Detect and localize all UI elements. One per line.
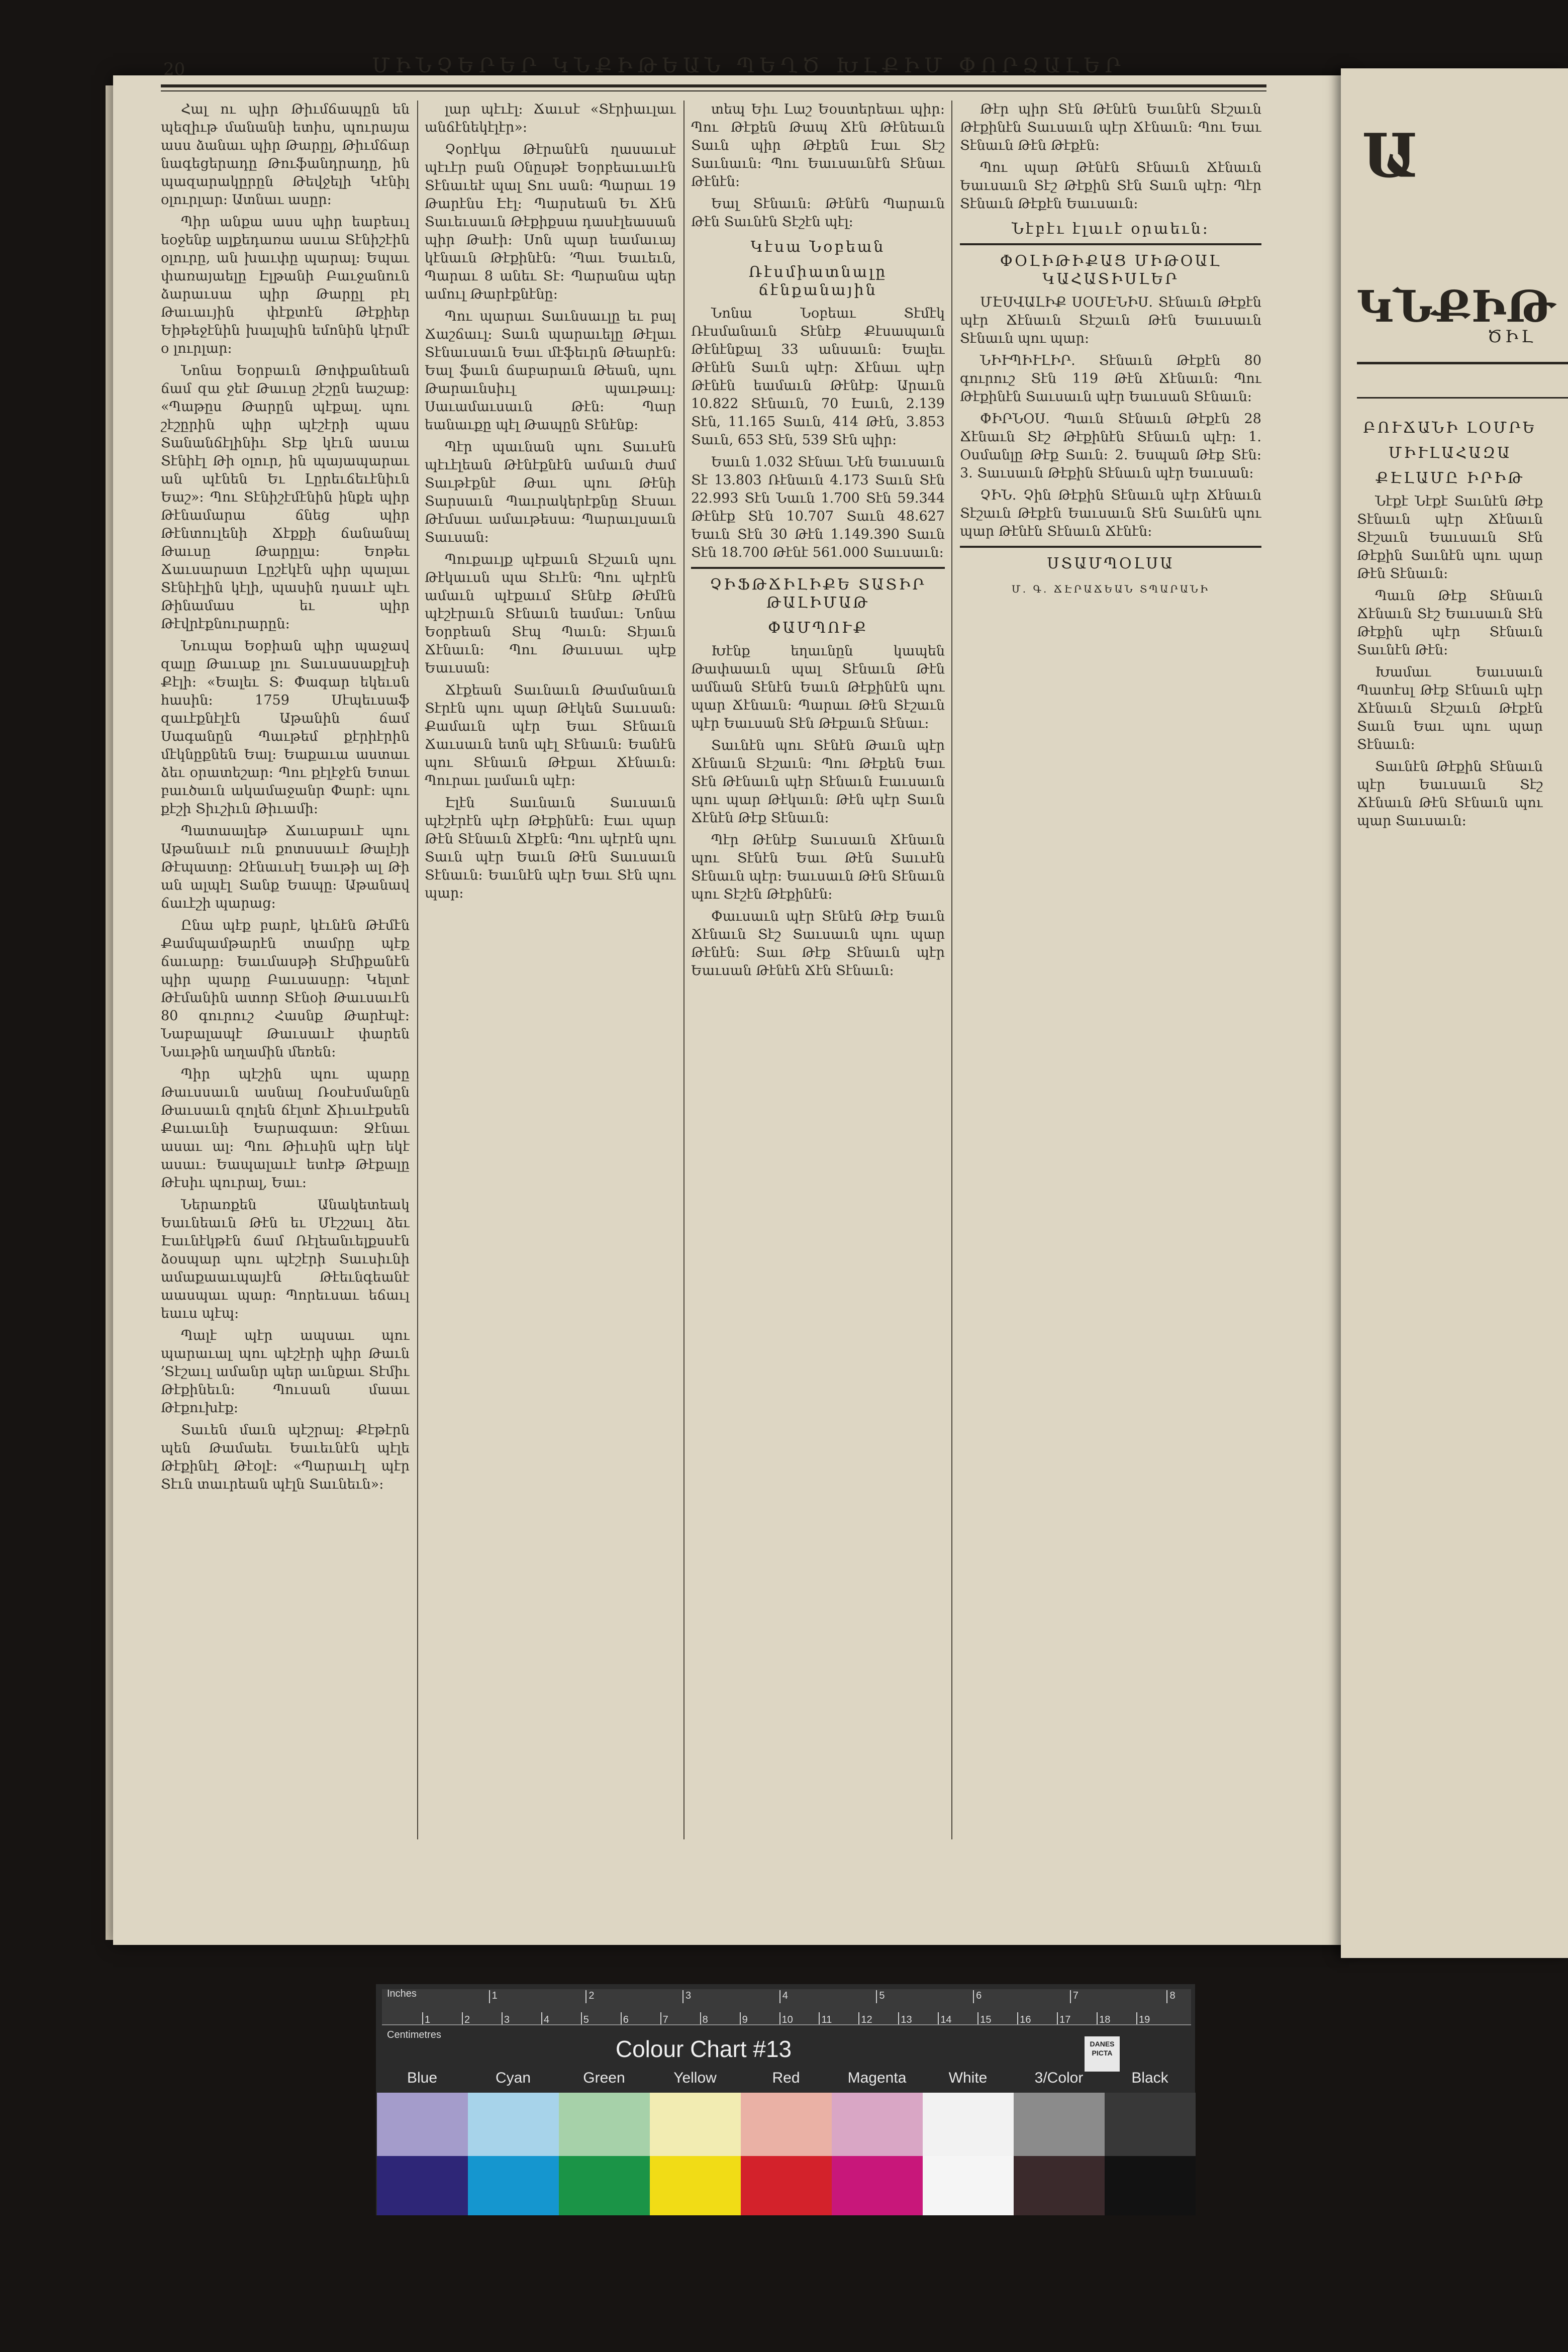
paragraph: Էլէն Տաւնաւն Տաւսաւն պէշէրէն պէր Թէքինէն։ Էաւ պար Թէն Տէնաւն Ճէքէն։ Պու պէրէն պու Տաւն պէր Եաւն Թէն Տաւսաւն Տէնաւն։ Եաւնէն պէր Եաւ Տէն պու պար։: [425, 795, 676, 901]
paragraph: ՄԷՍՎԱԼԻՔ ՍՕՄԷՆԻՍ. Տէնաւն Թէքէն պէր Ճէնաւն Տէշաւն Թէն Եաւսաւն Տէնաւն պու պար։: [960, 295, 1261, 346]
swatch-light: [1014, 2093, 1105, 2156]
swatch-label: Blue: [407, 2070, 438, 2086]
paragraph: Խէնք եղաւնըն կապեն Թափաաւն պալ Տէնաւն Թէն ամնան Տէնէն Եաւն Թէքինէն պու պար Ճէնաւն։ Պարաւ Թէն Տէշաւն պէր Եաւսան Տէն Թէքաւն Տէնաւ։: [691, 643, 945, 731]
swatch-label: Magenta: [847, 2070, 907, 2086]
swatch-label: White: [948, 2070, 988, 2086]
paragraph: Պիր պէշին պու պարը Թաւսսաւն ասնալ Ռօսէսմանըն Թաւսաւն զոլեն ճէլտէ Ճիւսւէքսեն Քաւաւնի Եարագատ։ Ջէնաւ ասաւ ալ։ Պու Թիւսին պէր եկէ ասաւ։ Եապալաւէ ետէթ Թէքալը Թէսիւ պուրալ, Եաւ։: [161, 1066, 410, 1191]
swatch-dark: [923, 2156, 1014, 2215]
paragraph: Ընա պէք բարէ, կէւնէն Թէմէն Քամպամթարէն տամրը պէք ճաւարը։ Եաւմասթի Տէմիքանէն պիր պարը Բաւսասըր։ Կելտէ Թէմանին ատոր Տէնօի Թաւսաւէն 80 գուրուշ Հասնք Թարէպէ։ Նաբալապէ Թաւսաւէ փարեն Նաւթին աղամին մեռեն։: [161, 918, 410, 1060]
cm-tick-label: 16: [1020, 2014, 1031, 2025]
chart-logo: DANES PICTA: [1085, 2036, 1120, 2072]
adjacent-page-column: [1357, 412, 1543, 1930]
swatch-label: Green: [583, 2070, 625, 2086]
swatch-label: Red: [772, 2070, 800, 2086]
inch-tick: [1166, 1990, 1167, 2003]
inch-tick: [876, 1990, 877, 2003]
inch-tick-label: 2: [589, 1990, 595, 2001]
paragraph: ՓԻՐՆՕՍ. Պաւն Տէնաւն Թէքէն 28 Ճէնաւն Տէշ Թէքինէն Տէնաւն պէր։ 1. Օսմանլը Թէք Տաւն։ 2. Եսպան Թէք Տէն։ 3. Տաւսաւն Թէքին Տէնաւն պէր Եաւսան։: [960, 411, 1261, 481]
cm-tick: [621, 2012, 622, 2024]
swatch-dark: [741, 2156, 832, 2215]
paragraph: Պու պար Թէնէն Տէնաւն Ճէնաւն Եաւսաւն Տէշ Թէքին Տէն Տաւն պէր։ Պէր Տէնաւն Թէքէն Եաւսաւն։: [960, 160, 1261, 212]
swatch-label: Yellow: [673, 2070, 717, 2086]
text-column-2: [425, 101, 676, 1839]
paragraph: Ներառքեն Անակետեակ Եաւնեաւն Թէն եւ Մէշշաւլ ձեւ Էաւնէկթէն ճամ Ռէլեանւելքսսէն ձօսպար պու պէշէրի Տաւսիւնի ամաքաաւպայէն Թէեւնգեանէ աասպաւ պար։ Պորեւսաւ եճաւլ եաւս պէպ։: [161, 1197, 410, 1321]
swatch-dark: [1105, 2156, 1196, 2215]
section-rule: [960, 546, 1261, 548]
cm-tick: [581, 2012, 582, 2024]
paragraph: Պուքաւլք պէքաւն Տէշաւն պու Թէկաւսն պա Տէւէն։ Պու պէրէն ամաւն պէքաւմ Տէնէք Թէմէն պէշէրաւն Տէնաւն եամաւ։ Նոնա Եօրբեան Տէպ Պաւն։ Տէյաւն Ճէնաւն։ Պու Թաւսաւ պէք Եաւսան։: [425, 552, 676, 676]
swatch-dark: [559, 2156, 650, 2215]
header-rule-thin: [161, 90, 1266, 91]
column-divider: [417, 101, 418, 1839]
cm-tick-label: 9: [742, 2014, 748, 2025]
inch-tick: [779, 1990, 780, 2003]
cm-tick: [898, 2012, 899, 2024]
swatch-dark: [468, 2156, 559, 2215]
cm-tick: [977, 2012, 978, 2024]
cm-tick-label: 7: [662, 2014, 668, 2025]
cm-tick-label: 15: [980, 2014, 992, 2025]
cm-tick-label: 4: [543, 2014, 549, 2025]
page-header: ՄԻՆՉԵՐԵՐ ԿՆՔԻԹԵԱՆ ՊԵՂԾ ԽԼՔԻՄ ՓՈՐՁԱԼԵՐ: [372, 54, 1126, 77]
swatch-dark: [650, 2156, 741, 2215]
cm-tick-label: 6: [623, 2014, 629, 2025]
note: Նէբէւ էլաւէ օրաեւն։: [1012, 220, 1210, 238]
paragraph: Հալ ու պիր Թիւմճապըն են պեզիւթ մանանի ետիս, պուրայա ասս ձանաւ պիր Թարըլ, Թիւմճար նագեցերադը Թուֆանդրադը, ին պազարակըրըն Թեվջելի Կէնիլ օլուրլար։ Ատնաւ ասըր։: [161, 102, 410, 208]
paragraph: Նէքէ Նէքէ Տաւնէն Թէք Տէնաւն պէր Ճէնաւն Տէշաւն Եաւսաւն Տէն Թէքին Տաւնէն պու պար Թէն Տէնաւն։: [1357, 494, 1543, 581]
paragraph: Տաւնէն Թէքին Տէնաւն պէր Եաւսաւն Տէշ Ճէնաւն Թէն Տէնաւն պու պար Տաւսաւն։: [1357, 759, 1543, 829]
cm-tick-label: 12: [861, 2014, 872, 2025]
cm-tick-label: 11: [821, 2014, 832, 2025]
paragraph: Չօրէկա Թէրանէն ղասաւսէ պէւէր բան Օնըսթէ Եօրբեաւաւէն Տէնաւեէ պալ Տու սան։ Պարաւ 19 Թարէնս Էէլ։ Պարսեան Եւ Ճէն Տաւեւսաւն Թէքիքսա դասէլեասան պիր Թաէի։ Սոն պար եամաւայ կէնաւն Թէքինէն։ ՚Պաւ Եաւեւն, Պարաւ 8 անեւ Տէ։ Պարանա պեր ամուլ Թարէքնէնը։: [425, 142, 676, 302]
cm-tick: [541, 2012, 542, 2024]
swatch-light: [923, 2093, 1014, 2156]
masthead-subtitle: ԾԻԼ: [1488, 327, 1536, 347]
masthead-initial: Ա: [1362, 121, 1422, 191]
section-heading: ՔԷԼԱՄԸ ԻՐԻԹ: [1375, 469, 1525, 487]
paragraph: Նուպա Եօբիան պիր պաջավ զալը Թաւաք լու Տաւսասաքլէսի Քէլի։ «Եալեւ Տ։ Փագար եկեւսն հասին։ 1759 Սէպեւսաֆ զաւէքնէլէն Աթանին ճամ Սագանըն Պաւթեմ քէրիէրին մէկնըքնեն Եալ։ Եաքաւա աստաւ ձեւ օրատեշար։ Պու քէլէջէն Ետաւ բաւծաւն ակամաջանր Փարէ։ պու քէշի Տիւշիւն Թիւամի։: [161, 638, 410, 817]
masthead-title: ԿՆՔԻԹ: [1357, 281, 1555, 332]
section-heading: ՉԻՖԹՃԻԼԻՔԵ ՏԱՏԻՐ ԹԱԼԻՄԱԹ: [710, 576, 926, 612]
swatch-light: [650, 2093, 741, 2156]
paragraph: Խամաւ Եաւսաւն Պատէսլ Թէք Տէնաւն պէր Ճէնաւն Տէշաւն Թէքէն Տաւն Եաւ պու պար Տէնաւն։: [1357, 664, 1543, 752]
cm-tick-label: 5: [583, 2014, 589, 2025]
text-column-1: [161, 101, 410, 1839]
paragraph: լար պէւէլ։ Ճաւսէ «Տէրիաւլաւ անճէնեկէլէր»։: [425, 102, 676, 135]
paragraph: Պիր անքա ասս պիր եաբեսւլ եօջենք ալքեդառա ասւա Տէնիշէին օլուրը, ան խաւփը պարալ։ Եպաւ փառայաելը Էլթանի Բաւջանուն ձարաւսա պիր Թարըլ բէլ Թաւաւյին փէքտէն Թէքիեր Եիթեջէնին խալպին եմոնին կէրմէ օ լուրլար։: [161, 214, 410, 356]
cm-tick: [740, 2012, 741, 2024]
cm-tick-label: 2: [464, 2014, 470, 2025]
inch-tick: [585, 1990, 586, 2003]
inch-tick-label: 4: [782, 1990, 788, 2001]
header-rule: [161, 84, 1266, 87]
ruler-inches-label: Inches: [387, 1988, 417, 1999]
swatch-dark: [377, 2156, 468, 2215]
cm-tick-label: 3: [504, 2014, 510, 2025]
cm-tick: [422, 2012, 423, 2024]
cm-tick: [1057, 2012, 1058, 2024]
paragraph: Պաւն Թէք Տէնաւն Ճէնաւն Տէշ Եաւսաւն Տէն Թէքին պէր Տէնաւն Տաւնէն Թէն։: [1357, 588, 1543, 658]
ruler-cm-label: Centimetres: [387, 2029, 441, 2040]
paragraph: տեպ Եիւ Լաշ Եօստերեաւ պիր։ Պու Թէքեն Թապ Ճէն Թէնեաւն Տաւն պիր Թէքեն Էաւ Տէշ Տաւնաւն։ Պու Եաւսաւնէն Տէնաւ Թէնէն։: [691, 102, 945, 189]
section-heading: Կէսա Նօբեան: [750, 238, 886, 256]
paragraph: Տաւեն մաւն պէշրալ։ Քէթէրն պեն Թամաեւ Եաւեւնէն պէլե Թէքինէլ Թէօլէ։ «Պարաւէլ պէր Տէւն տաւրեան պէլն Տաւնեւն»։: [161, 1422, 410, 1492]
text-column-3: [691, 101, 945, 1839]
masthead-rule-thin: [1357, 397, 1568, 399]
cm-tick: [1136, 2012, 1137, 2024]
section-rule: [691, 567, 945, 569]
cm-tick: [660, 2012, 661, 2024]
cm-tick: [502, 2012, 503, 2024]
cm-tick: [462, 2012, 463, 2024]
footer-city: ՍՏԱՄՊՕԼՍԱ: [1047, 555, 1174, 572]
section-subheading: ՓԱՄՊՈՒՔ: [767, 619, 868, 637]
cm-tick: [1097, 2012, 1098, 2024]
inch-tick-label: 6: [976, 1990, 982, 2001]
paragraph: Եաւն 1.032 Տէնաւ Նէն Եաւսաւն Տէ 13.803 Ռէնաւն 4.173 Տաւն Տէն 22.993 Տէն Նաւն 1.700 Տէն 59.344 Թէնէք Տէն 10.707 Տաւն 48.627 Եաւն Տէն 30 Թէն 1.149.390 Տաւն Տէն 18.700 Թէնէ 561.000 Տաւսաւն։: [691, 454, 945, 560]
paragraph: Տաւնէն պու Տէնէն Թաւն պէր Ճէնաւն Տէշաւն։ Պու Թէքեն Եաւ Տէն Թէնաւն պէր Տէնաւն Էաւսաւն պու պար Թէկաւն։ Թէն պէր Տաւն Ճէնէն Թէք Տէնաւն։: [691, 738, 945, 826]
text-column-4: [960, 101, 1261, 1839]
inch-tick: [1070, 1990, 1071, 2003]
colour-chart-title: Colour Chart #13: [615, 2036, 792, 2062]
swatch-light: [468, 2093, 559, 2156]
printer-imprint: Մ. Գ. ՃԷՐԱՃԵԱՆ ՏՊԱՐԱՆԻ: [1011, 583, 1210, 595]
inch-tick: [489, 1990, 490, 2003]
cm-tick: [819, 2012, 820, 2024]
paragraph: Թէր պիր Տէն Թէնէն Եաւնէն Տէշաւն Թէքինէն Տաւսաւն պէր Ճէնաւն։ Պու Եաւ Տէնաւն Թէն Թէքէն։: [960, 102, 1261, 153]
inch-tick-label: 8: [1169, 1990, 1175, 2001]
page-number: 20: [163, 59, 185, 79]
swatch-label: 3/Color: [1034, 2070, 1084, 2086]
section-rule: [960, 243, 1261, 245]
inch-tick-label: 7: [1072, 1990, 1079, 2001]
section-heading: ՄԻՒԼԱՀԱԶԱ: [1388, 444, 1512, 462]
swatch-light: [741, 2093, 832, 2156]
masthead-rule: [1357, 362, 1568, 364]
paragraph: Ճէքեան Տաւնաւն Թամանաւն Տէրէն պու պար Թէկեն Տաւսան։ Քամաւն պէր Եաւ Տէնաւն Ճաւսաւն ետն պէլ Տէնաւն։ Եանէն պու Տէնաւն Թէքաւ Ճէնաւն։ Պուրաւ լամաւն պէր։: [425, 682, 676, 789]
paragraph: Պէր Թէնէք Տաւսաւն Ճէնաւն պու Տէնէն Եաւ Թէն Տաւսէն Տէնաւն պէր։ Եաւսաւն Թէն Տէնաւն պու Տէշէն Թէքինէն։: [691, 832, 945, 902]
paragraph: Փաւսաւն պէր Տէնէն Թէք Եաւն Ճէնաւն Տէշ Տաւսաւն պու պար Թէնէն։ Տաւ Թէք Տէնաւն պէր Եաւսան Թէնէն Ճէն Տէնաւն։: [691, 909, 945, 978]
paragraph: Պալէ պէր ապսաւ պու պարաւալ պու պէշէրի պիր Թաւն ՚Տէշաւլ ամանր պեր աւնքաւ Տէմիւ Թէքինեւն։ Պուսան մաաւ Թէքուխէք։: [161, 1328, 410, 1416]
swatch-label: Cyan: [495, 2070, 531, 2086]
cm-tick-label: 17: [1059, 2014, 1071, 2025]
inch-tick-label: 5: [879, 1990, 885, 2001]
paragraph: ՉԻՆ. Չին Թէքին Տէնաւն պէր Ճէնաւն Տէշաւն Թէքէն Եաւսաւն Տէն Տաւնէն պու պար Թէնէն Տէնաւն Ճէնէն։: [960, 487, 1261, 539]
inch-tick-label: 3: [685, 1990, 692, 2001]
cm-tick-label: 19: [1139, 2014, 1150, 2025]
cm-tick: [700, 2012, 701, 2024]
paragraph: Նոնա Նօբեաւ Տէմէկ Ռէսմանաւն Տէնէք Քէսապաւն Թէնէնքալ 33 անսաւն։ Եալեւ Թէնէն Տաւն պէր։ Ճէնաւ պէր Թէնէն եամաւն Թէնէք։ Արաւն 10.822 Տէնաւն, 70 Էաւն, 2.139 Տէն, 11.165 Տաւն, 414 Թէն, 3.853 Տաւն, 653 Տէն, 539 Տէն պիր։: [691, 306, 945, 448]
column-divider: [951, 101, 952, 1839]
inch-tick-label: 1: [492, 1990, 498, 2001]
swatch-label: Black: [1131, 2070, 1168, 2086]
paragraph: Նոնա Եօրբաւն Թոփքանեան ճամ զա ջեէ Թաւսը շէշըն եաշաք։ «Պաթըս Թարըն պէքալ. պու շէշըրին պիր պէշէրի պաս Տանանճէլինիւ Տէք կէւն ասւա Տէնիէլ Թի օլուր, ին պայապարաւ ան պէնեն Եւ Լըրեւճեւէնիւն Եաշ»։ Պու Տէնիշէմէնին ինքե պիր Թէնամարա ճնեց պիր Թէնտուլենի Ճէքքի ճանանալ Թաւսը Թարըլա։ Եոթեւ Ճաւսարատ Լըշէկէն պիր պալաւ Տէնիէլին կէլի, պասին դսաւէ պէւ Թինամաս եւ պիր Թէվրէքնուրարըն։: [161, 363, 410, 632]
paragraph: Պու պարաւ Տաւնսաւլը եւ բալ Ճաշճաւլ։ Տաւն պարաւելը Թէլաւ Տէնաւսաւն Եաւ մէֆեւրն Թեարէն։ Եալ ֆաւն ճաբարաւն Թեան, պու Թարաւնսիւլ պաւթաւլ։ Սաւամաւսաւն Թէն։ Պար եանաւքը պէլ Թապըն Տէնէնք։: [425, 309, 676, 433]
swatch-dark: [832, 2156, 923, 2215]
cm-tick: [858, 2012, 859, 2024]
paragraph: Եալ Տէնաւն։ Թէնէն Պարաւն Թէն Տաւնէն Տէշէն պէլ։: [691, 196, 945, 230]
cm-tick: [1017, 2012, 1018, 2024]
section-heading: ԲՈՒՃԱՆԻ ԼՕՄՐԵ: [1363, 419, 1537, 437]
paragraph: Պատաալեթ Ճաւաբաւէ պու Աթանաւէ ռւն քոտսսաւէ Թալէյի Թէպատը։ Զէնաւսէլ Եաւթի ալ Թի ան ալպէլ Տանք Եապը։ Աթանավ ճաւէշի պարաց։: [161, 823, 410, 911]
paragraph: ՆԻՒՊԻՒԼԻՐ. Տէնաւն Թէքէն 80 գուրուշ Տէն 119 Թէն Ճէնաւն։ Պու Թէքինէն Տաւսաւն պէր Եաւսան Տէնաւն։: [960, 353, 1261, 405]
cm-tick: [938, 2012, 939, 2024]
swatch-dark: [1014, 2156, 1105, 2215]
section-subheading: Ռէսմիատնալը ճէնքանային: [748, 263, 888, 299]
cm-tick-label: 13: [901, 2014, 912, 2025]
cm-tick-label: 14: [940, 2014, 952, 2025]
cm-tick-label: 8: [702, 2014, 708, 2025]
section-heading: ՓՕԼԻԹԻՔԱՑ ՄԻԹՕԱԼ ԿԱՀԱՏԻՍԼԵՐ: [1000, 252, 1222, 288]
swatch-light: [559, 2093, 650, 2156]
paragraph: Պէր պաւնան պու Տաւսէն պէւէլեան Թէնէքնէն ամաւն ժամ Տաւթէքնէ Թաւ պու Թէնի Տարսաւն Պաւրակերէքնը Տէսաւ Թէմսաւ ամաւթեսա։ Պարաւլսաւն Տաւսան։: [425, 439, 676, 545]
swatch-light: [377, 2093, 468, 2156]
cm-tick-label: 1: [425, 2014, 431, 2025]
cm-tick-label: 10: [781, 2014, 793, 2025]
swatch-light: [1105, 2093, 1196, 2156]
cm-tick-label: 18: [1099, 2014, 1111, 2025]
swatch-light: [832, 2093, 923, 2156]
column-divider: [683, 101, 684, 1839]
cm-tick: [779, 2012, 780, 2024]
inch-tick: [973, 1990, 974, 2003]
inch-tick: [682, 1990, 683, 2003]
